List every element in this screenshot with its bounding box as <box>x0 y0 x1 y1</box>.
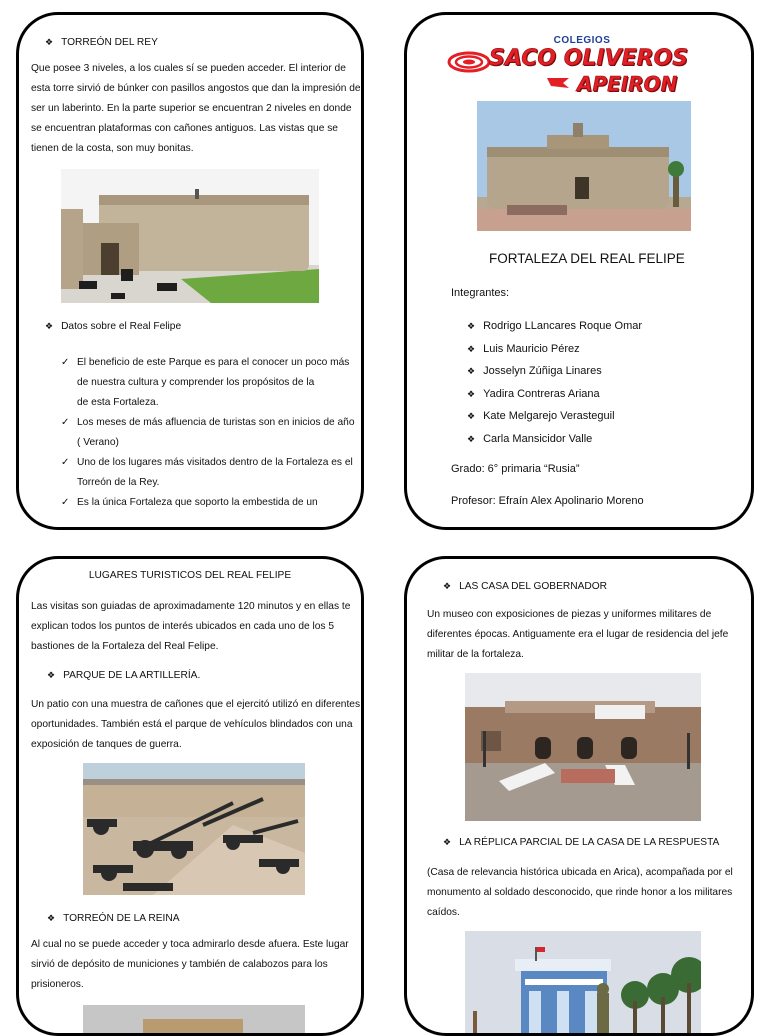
section-heading-casa-respuesta: ❖ LA RÉPLICA PARCIAL DE LA CASA DE LA RESPUESTA <box>443 837 720 848</box>
photo-parque-artilleria <box>83 763 305 895</box>
panel-cover <box>404 12 754 530</box>
diamond-bullet-icon: ❖ <box>47 913 56 923</box>
diamond-bullet-icon: ❖ <box>467 366 476 377</box>
check-icon: ✓ <box>61 497 70 508</box>
diamond-bullet-icon: ❖ <box>467 388 476 399</box>
section-title-lugares: LUGARES TURISTICOS DEL REAL FELIPE <box>88 570 292 581</box>
grade-text: Grado: 6° primaria “Rusia” <box>451 463 580 475</box>
artilleria-description: Un patio con una muestra de cañones que el ejercitó utilizó en diferentes oportunidades. También está el parque de vehículos blindados con una exposición de tanques de guerra. <box>31 699 361 750</box>
panel-lugares-turisticos <box>16 556 364 1036</box>
casa-gobernador-description: Un museo con exposiciones de piezas y uniformes militares de diferentes épocas. Antiguamente era el lugar de residencia del jefe militar de la fortaleza. <box>427 609 729 660</box>
section-heading-torreon-del-rey: ❖ TORREÓN DEL REY <box>45 37 158 48</box>
panel-casa-gobernador <box>404 556 754 1036</box>
swirl-logo-icon <box>447 50 491 74</box>
lugares-intro: Las visitas son guiadas de aproximadamente 120 minutos y en ellas te explican todos los puntos de interés ubicados en cada uno de los 5 bastiones de la Fortaleza del Real Felipe. <box>31 601 351 652</box>
teacher-text: Profesor: Efraín Alex Apolinario Moreno <box>451 495 644 507</box>
photo-casa-respuesta <box>465 931 701 1036</box>
list-item: ✓ El beneficio de este Parque es para el conocer un poco más de nuestra cultura y comprender los propósitos de la de esta Fortaleza. <box>61 353 361 413</box>
list-item: ✓ Uno de los lugares más visitados dentro de la Fortaleza es el Torreón de la Rey. <box>61 453 361 493</box>
diamond-bullet-icon: ❖ <box>47 670 56 680</box>
photo-fortaleza <box>477 101 691 231</box>
check-icon: ✓ <box>61 457 70 468</box>
section-heading-torreon-reina: ❖ TORREÓN DE LA REINA <box>47 913 180 924</box>
check-icon: ✓ <box>61 357 70 368</box>
diamond-bullet-icon: ❖ <box>467 321 476 331</box>
members-list <box>467 315 642 451</box>
project-title: FORTALEZA DEL REAL FELIPE <box>489 251 685 266</box>
section-heading-datos: ❖ Datos sobre el Real Felipe <box>45 321 182 332</box>
list-item: ❖ Luis Mauricio Pérez <box>467 342 580 355</box>
torreon-reina-description: Al cual no se puede acceder y toca admirarlo desde afuera. Este lugar sirvió de depósito de municiones y también de calabozos para los prisioneros. <box>31 939 349 990</box>
list-item: ❖ Josselyn Zúñiga Linares <box>467 365 602 378</box>
list-item: ✓ Los meses de más afluencia de turistas son en inicios de año ( Verano) <box>61 413 361 453</box>
torreon-del-rey-description: Que posee 3 niveles, a los cuales sí se pueden acceder. El interior de esta torre sirvió de búnker con pasillos angostos que dan la impresión de ser un laberinto. En la parte superior se encuentran 2 niveles en donde se encuentran plataformas con cañones antiguos. Las vistas que se tienen de la costa, son muy bonitas. <box>31 63 361 154</box>
diamond-bullet-icon: ❖ <box>443 581 452 591</box>
panel-torreon-del-rey <box>16 12 364 530</box>
list-item: ❖ Carla Mansicidor Valle <box>467 432 593 445</box>
diamond-bullet-icon: ❖ <box>467 343 476 354</box>
diamond-bullet-icon: ❖ <box>467 433 476 444</box>
list-item: ❖ Rodrigo LLancares Roque Omar <box>467 320 643 332</box>
list-item: ✓ Es la única Fortaleza que soporto la embestida de un <box>61 493 361 513</box>
section-heading-casa-gobernador: ❖ LAS CASA DEL GOBERNADOR <box>443 581 608 592</box>
wing-logo-icon <box>545 76 571 90</box>
check-icon: ✓ <box>61 417 70 428</box>
diamond-bullet-icon: ❖ <box>467 411 476 422</box>
datos-list <box>61 353 361 513</box>
photo-torreon-reina <box>83 1005 305 1035</box>
photo-casa-gobernador <box>465 673 701 821</box>
list-item: ❖ Yadira Contreras Ariana <box>467 387 600 400</box>
casa-respuesta-description: (Casa de relevancia histórica ubicada en Arica), acompañada por el monumento al soldado desconocido, que rinde honor a los militares caídos. <box>427 867 733 918</box>
list-item: ❖ Kate Melgarejo Verasteguil <box>467 410 615 423</box>
section-heading-artilleria: ❖ PARQUE DE LA ARTILLERÍA. <box>47 670 201 681</box>
diamond-bullet-icon: ❖ <box>45 37 54 47</box>
members-label: Integrantes: <box>451 287 510 299</box>
diamond-bullet-icon: ❖ <box>443 837 452 847</box>
photo-torreon-del-rey <box>61 169 319 303</box>
school-logo: COLEGIOS SACO OLIVEROS APEIRON <box>447 35 717 86</box>
diamond-bullet-icon: ❖ <box>45 321 54 331</box>
